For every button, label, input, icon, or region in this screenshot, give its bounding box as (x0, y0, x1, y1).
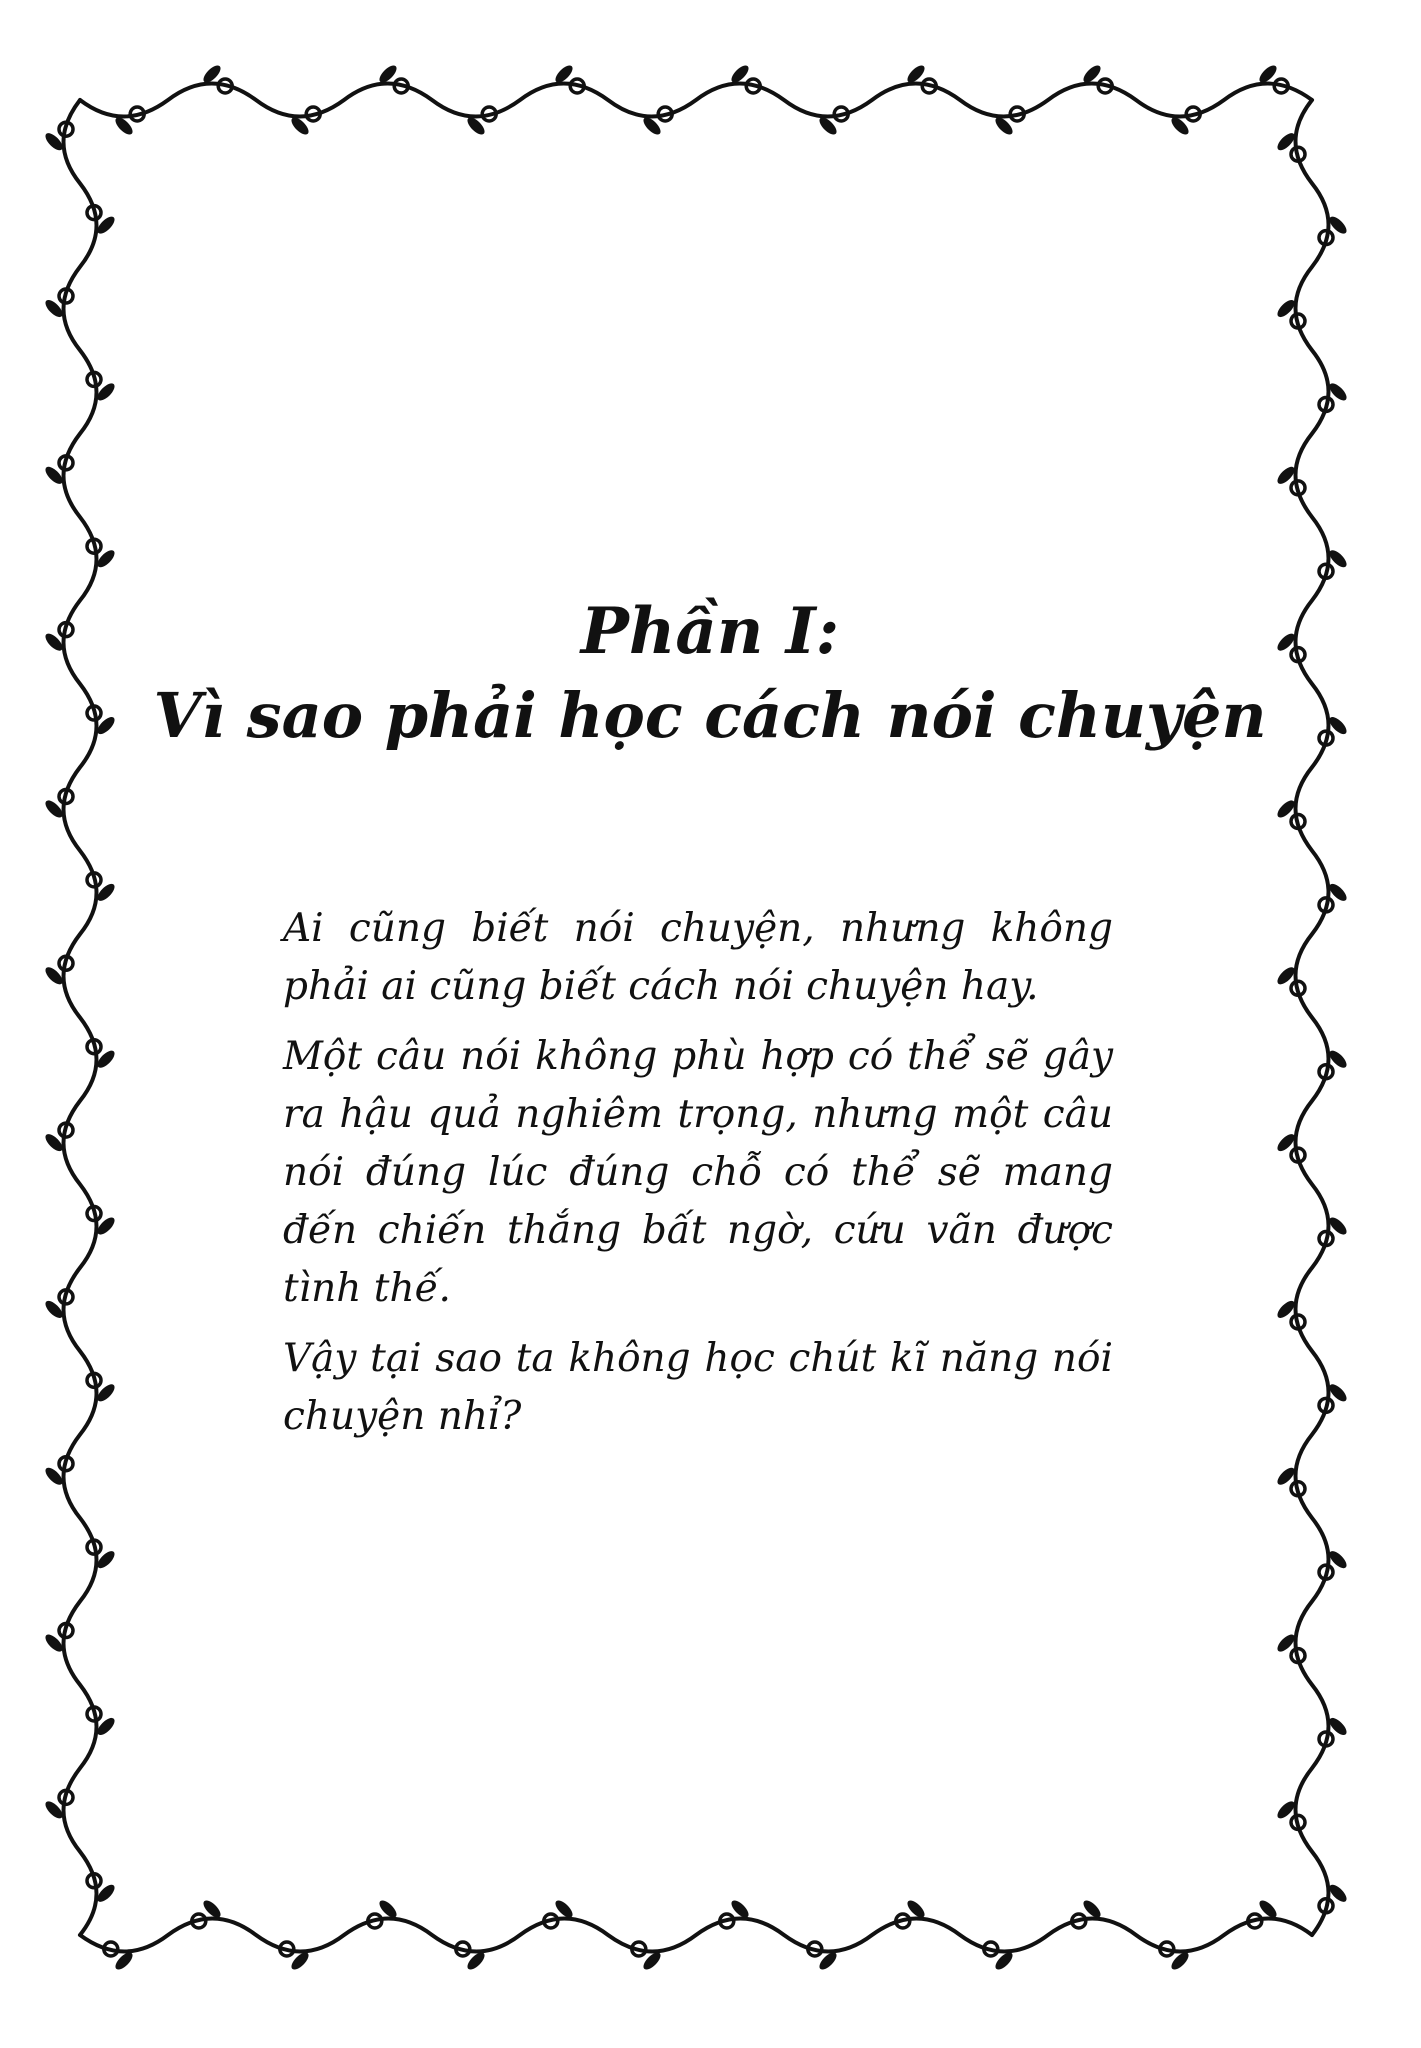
paragraph-1: Ai cũng biết nói chuyện, nhưng không phải ai cũng biết cách nói chuyện hay. (283, 906, 1113, 1009)
vine-top (80, 84, 1312, 117)
paragraph-3: Vậy tại sao ta không học chút kĩ năng nói chuyện nhỉ? (283, 1336, 1113, 1439)
vine-right (1296, 100, 1329, 1935)
vine-left (64, 100, 97, 1935)
part-label: Phần I: (580, 594, 840, 669)
paragraph-2: Một câu nói không phù hợp có thể sẽ gây ra hậu quả nghiêm trọng, nhưng một câu nói đúng lúc đúng chỗ có thể sẽ mang đến chiến thắng bất ngờ, cứu vãn được tình thế. (283, 1034, 1113, 1311)
intro-text (283, 900, 1113, 1458)
vine-bottom (80, 1919, 1312, 1952)
chapter-heading (150, 590, 1270, 758)
chapter-title: Vì sao phải học cách nói chuyện (153, 679, 1267, 752)
